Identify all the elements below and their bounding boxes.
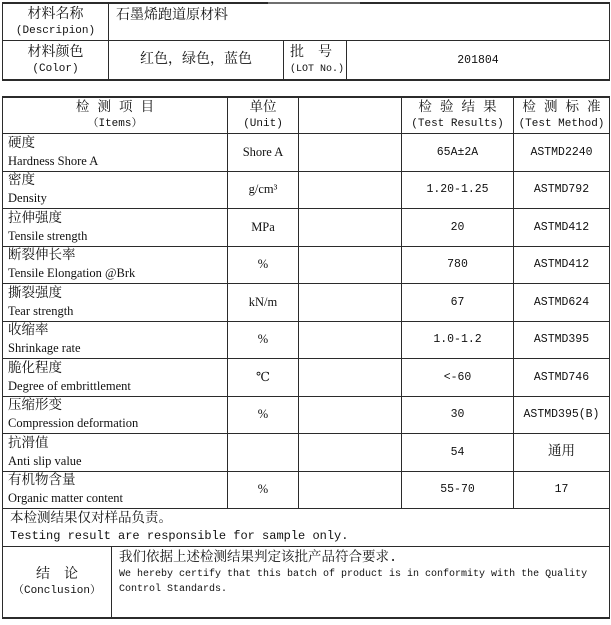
blank-cell — [298, 284, 401, 321]
test-method-cell: 通用 — [513, 434, 609, 471]
material-name-label-en: (Descripion) — [15, 24, 96, 37]
material-color-label-cell — [3, 41, 108, 79]
item-name-cell — [3, 134, 227, 171]
item-name-zh: 收缩率 — [8, 324, 49, 340]
blank-cell — [298, 322, 401, 359]
test-result-cell: 55-70 — [401, 472, 513, 509]
unit-cell: g/cm³ — [227, 172, 298, 209]
unit-cell — [227, 434, 298, 471]
item-name-zh: 压缩形变 — [8, 399, 62, 415]
test-result-cell: 1.0-1.2 — [401, 322, 513, 359]
test-report-document — [0, 2, 611, 625]
test-method-cell: ASTMD412 — [513, 209, 609, 246]
item-name-en: Density — [8, 191, 47, 206]
unit-cell: % — [227, 472, 298, 509]
item-name-cell — [3, 397, 227, 434]
material-name-label-zh: 材料名称 — [27, 6, 84, 23]
note-cell — [3, 509, 609, 546]
test-result-cell: 1.20-1.25 — [401, 172, 513, 209]
item-name-cell — [3, 472, 227, 509]
table-row — [3, 171, 609, 209]
table-row — [3, 321, 609, 359]
items-header-en: （Items） — [87, 117, 143, 130]
unit-cell: MPa — [227, 209, 298, 246]
test-method-cell: ASTMD395(B) — [513, 397, 609, 434]
method-header-zh: 检 测 标 准 — [522, 100, 601, 116]
item-name-zh: 密度 — [8, 174, 35, 190]
item-name-en: Shrinkage rate — [8, 341, 81, 356]
note-row — [3, 508, 609, 546]
item-name-cell — [3, 247, 227, 284]
item-name-zh: 有机物含量 — [8, 474, 76, 490]
lot-value-cell: 201804 — [346, 41, 609, 79]
conclusion-label-cell — [3, 547, 111, 617]
note-zh: 本检测结果仅对样品负责。 — [10, 512, 172, 528]
item-name-cell — [3, 209, 227, 246]
test-result-cell: 54 — [401, 434, 513, 471]
test-method-cell: ASTMD2240 — [513, 134, 609, 171]
blank-cell — [298, 472, 401, 509]
table-row — [3, 433, 609, 471]
item-name-en: Tear strength — [8, 303, 74, 318]
test-results-table — [2, 96, 610, 619]
table-row — [3, 133, 609, 171]
test-method-cell: ASTMD746 — [513, 359, 609, 396]
test-method-cell: ASTMD395 — [513, 322, 609, 359]
table-row — [3, 283, 609, 321]
item-name-en: Compression deformation — [8, 416, 139, 431]
blank-cell — [298, 172, 401, 209]
test-method-cell: ASTMD792 — [513, 172, 609, 209]
test-method-cell: 17 — [513, 472, 609, 509]
item-name-zh: 撕裂强度 — [8, 286, 62, 302]
unit-cell: Shore A — [227, 134, 298, 171]
item-name-en: Tensile strength — [8, 228, 88, 243]
material-color-value-cell — [108, 41, 283, 79]
conclusion-zh: 我们依据上述检测结果判定该批产品符合要求. — [119, 551, 398, 566]
test-result-cell: <-60 — [401, 359, 513, 396]
note-en: Testing result are responsible for sample only. — [10, 528, 349, 543]
header-row — [3, 98, 609, 133]
lot-label-zh: 批 号 — [290, 44, 332, 61]
unit-cell: % — [227, 322, 298, 359]
blank-cell — [298, 359, 401, 396]
method-header-cell — [513, 98, 609, 133]
test-result-cell: 67 — [401, 284, 513, 321]
test-result-cell: 780 — [401, 247, 513, 284]
blank-cell — [298, 397, 401, 434]
table-row — [3, 358, 609, 396]
blank-cell — [298, 209, 401, 246]
table-row — [3, 208, 609, 246]
item-name-cell — [3, 359, 227, 396]
item-name-en: Degree of embrittlement — [8, 378, 131, 393]
conclusion-label-zh: 结 论 — [36, 566, 78, 583]
unit-header-zh: 单位 — [249, 100, 277, 116]
item-name-zh: 脆化程度 — [8, 361, 62, 377]
item-name-zh: 断裂伸长率 — [8, 249, 76, 265]
method-header-en: (Test Method) — [518, 117, 605, 130]
unit-cell: ℃ — [227, 359, 298, 396]
item-name-en: Tensile Elongation @Brk — [8, 266, 136, 281]
item-name-zh: 抗滑值 — [8, 436, 49, 452]
unit-cell: % — [227, 397, 298, 434]
blank-header-cell — [298, 98, 401, 133]
table-row — [3, 471, 609, 509]
item-name-zh: 硬度 — [8, 136, 35, 152]
scan-artifact — [268, 2, 360, 4]
item-name-cell — [3, 322, 227, 359]
test-result-cell: 20 — [401, 209, 513, 246]
item-name-cell — [3, 172, 227, 209]
material-name-value-cell — [108, 4, 609, 40]
results-header-en: (Test Results) — [411, 117, 504, 130]
results-header-zh: 检 验 结 果 — [418, 100, 497, 116]
conclusion-text-cell — [111, 547, 609, 617]
test-method-cell: ASTMD624 — [513, 284, 609, 321]
table-row — [3, 246, 609, 284]
results-header-cell — [401, 98, 513, 133]
material-color-row — [3, 40, 609, 79]
item-name-en: Hardness Shore A — [8, 153, 99, 168]
material-info-table — [2, 2, 610, 81]
test-result-cell: 30 — [401, 397, 513, 434]
test-result-cell: 65A±2A — [401, 134, 513, 171]
item-name-en: Anti slip value — [8, 453, 82, 468]
item-name-cell — [3, 434, 227, 471]
material-name-value: 石墨烯跑道原材料 — [116, 8, 228, 24]
unit-header-en: (Unit) — [243, 117, 283, 130]
material-color-value: 红色，绿色，蓝色 — [140, 52, 252, 68]
lot-label-en: (LOT No.) — [290, 63, 345, 75]
material-color-label-en: (Color) — [32, 62, 79, 75]
material-name-label-cell — [3, 4, 108, 40]
material-color-label-zh: 材料颜色 — [27, 44, 84, 61]
table-row — [3, 396, 609, 434]
unit-cell: kN/m — [227, 284, 298, 321]
blank-cell — [298, 134, 401, 171]
blank-cell — [298, 434, 401, 471]
conclusion-en: We hereby certify that this batch of product is in conformity with the Quality Control Standards. — [119, 569, 588, 595]
blank-cell — [298, 247, 401, 284]
conclusion-label-en: （Conclusion） — [12, 584, 101, 597]
unit-header-cell — [227, 98, 298, 133]
test-method-cell: ASTMD412 — [513, 247, 609, 284]
lot-label-cell — [283, 41, 346, 79]
items-header-cell — [3, 98, 227, 133]
items-header-zh: 检 测 项 目 — [75, 100, 155, 116]
unit-cell: % — [227, 247, 298, 284]
item-name-cell — [3, 284, 227, 321]
material-name-row — [3, 4, 609, 40]
item-name-zh: 拉伸强度 — [8, 211, 62, 227]
item-name-en: Organic matter content — [8, 491, 124, 506]
conclusion-row — [3, 546, 609, 617]
